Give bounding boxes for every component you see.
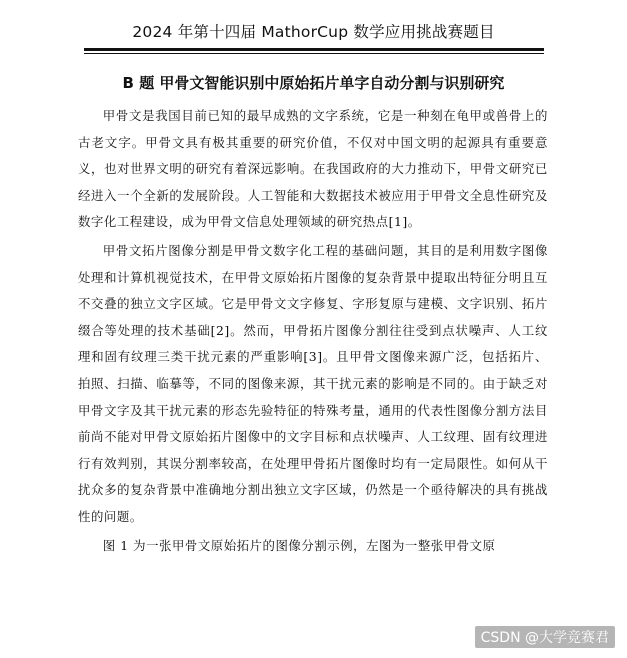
- document-body: [78, 103, 548, 561]
- competition-header-title: 2024 年第十四届 MathorCup 数学应用挑战赛题目: [132, 23, 495, 41]
- paragraph-segmentation: 甲骨文拓片图像分割是甲骨文数字化工程的基础问题，其目的是利用数字图像处理和计算机视觉技术，在甲骨文原始拓片图像的复杂背景中提取出特征分明且互不交叠的独立文字区域。它是甲骨文文字修复、字形复原与建模、文字识别、拓片缀合等处理的技术基础[2]。然而，甲骨拓片图像分割往往受到点状噪声、人工纹理和固有纹理三类干扰元素的严重影响[3]。且甲骨文图像来源广泛，包括拓片、拍照、扫描、临摹等，不同的图像来源，其干扰元素的影响是不同的。由于缺乏对甲骨文字及其干扰元素的形态先验特征的特殊考量，通用的代表性图像分割方法目前尚不能对甲骨文原始拓片图像中的文字目标和点状噪声、人工纹理、固有纹理进行有效判别，其误分割率较高，在处理甲骨拓片图像时均有一定局限性。如何从干扰众多的复杂背景中准确地分割出独立文字区域，仍然是一个亟待解决的具有挑战性的问题。: [78, 242, 548, 524]
- paragraph-intro: 甲骨文是我国目前已知的最早成熟的文字系统，它是一种刻在龟甲或兽骨上的古老文字。甲骨文具有极其重要的研究价值，不仅对中国文明的起源具有重要意义，也对世界文明的研究有着深远影响。在我国政府的大力推动下，甲骨文研究已经进入一个全新的发展阶段。人工智能和大数据技术被应用于甲骨文全息性研究及数字化工程建设，成为甲骨文信息处理领域的研究热点[1]。: [78, 108, 548, 230]
- header-rule-thick: [84, 48, 544, 51]
- header-rule-thin: [84, 53, 544, 54]
- csdn-watermark: CSDN @大学竞赛君: [475, 626, 615, 648]
- problem-title: B 题 甲骨文智能识别中原始拓片单字自动分割与识别研究: [122, 74, 505, 92]
- paragraph-figure-1: 图 1 为一张甲骨文原始拓片的图像分割示例，左图为一整张甲骨文原: [102, 537, 496, 553]
